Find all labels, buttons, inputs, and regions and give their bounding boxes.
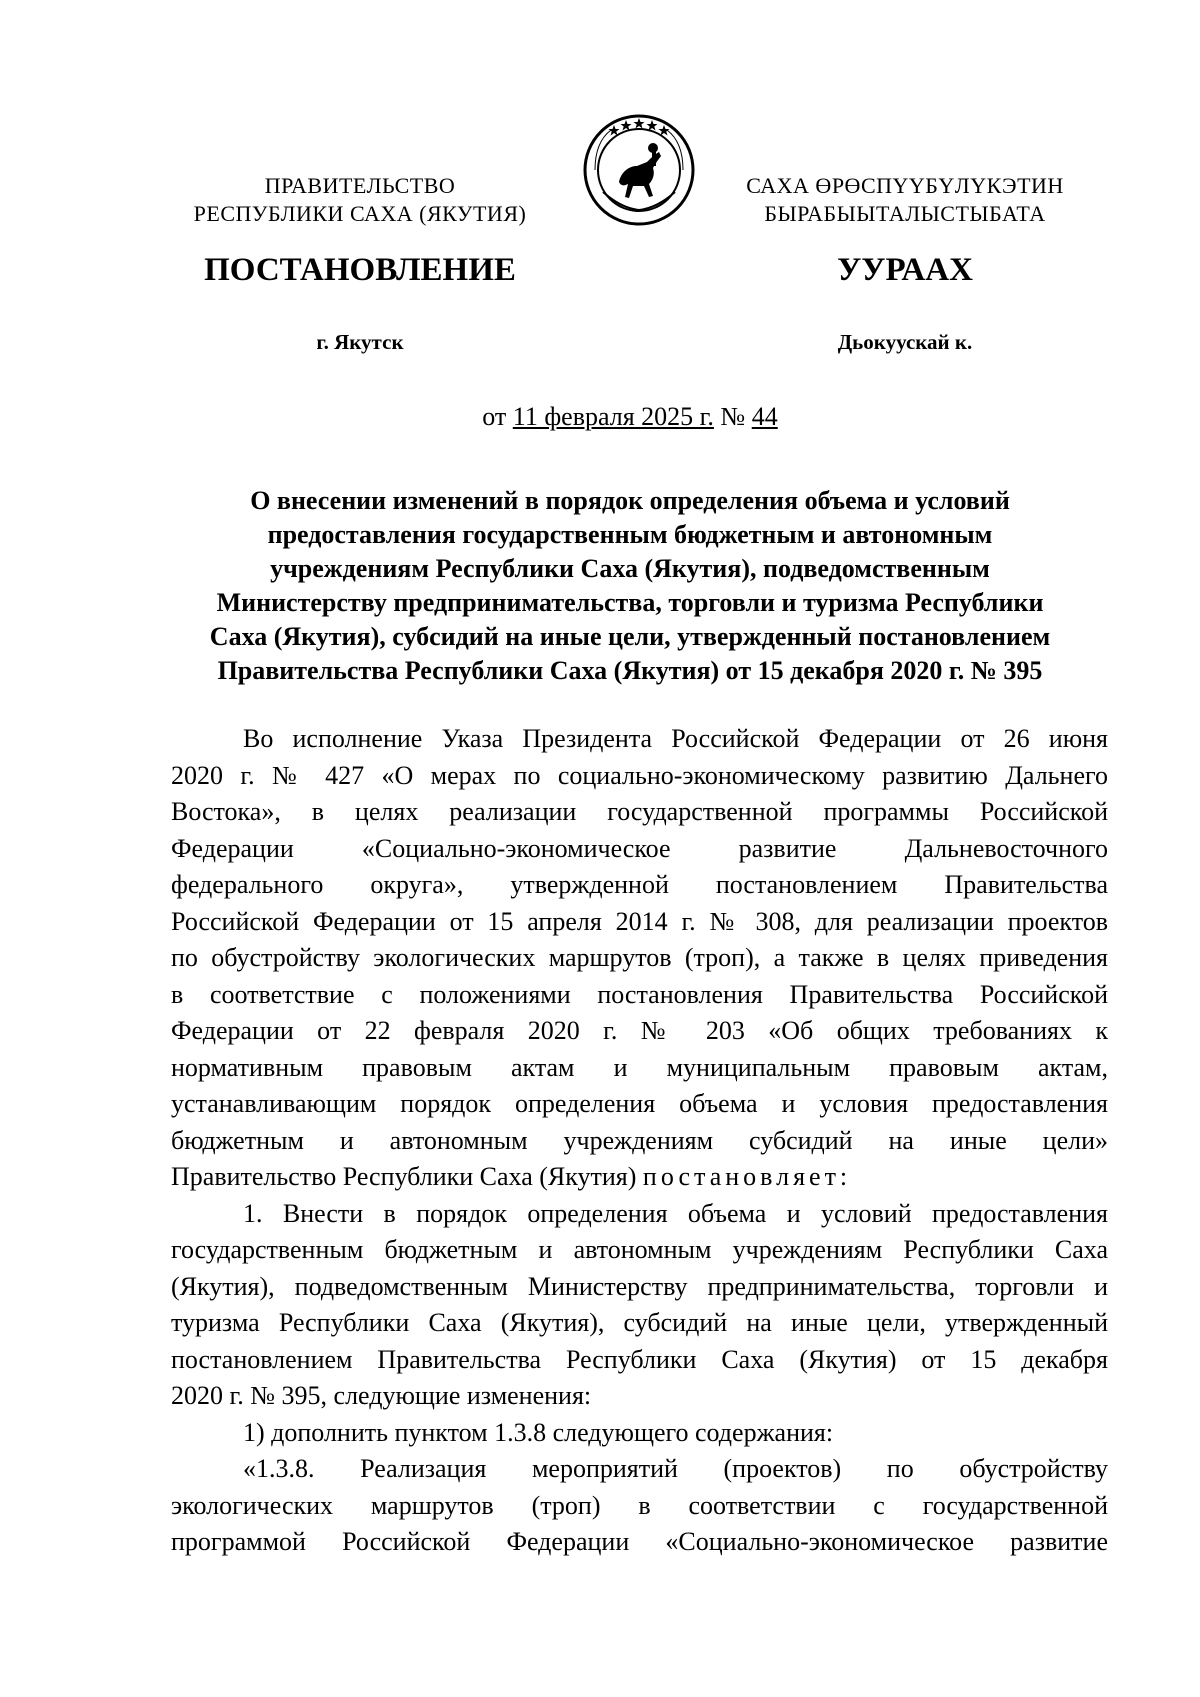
body-line: федерального округа», утвержденной постановлением Правительства	[171, 870, 1108, 899]
body-line: Востока», в целях реализации государственной программы Российской	[171, 797, 1108, 826]
title-line: предоставления государственным бюджетным и автономным	[267, 520, 993, 549]
body-line: Федерации «Социально-экономическое развитие Дальневосточного	[171, 833, 1108, 863]
date-line	[300, 402, 960, 432]
document-body	[171, 721, 1108, 1561]
number-sign: №	[720, 402, 746, 431]
quote-line: экологических маршрутов (троп) в соответствии с государственной	[171, 1490, 1108, 1520]
body-line: постановлением Правительства Республики Саха (Якутия) от 15 декабря	[171, 1344, 1108, 1374]
body-line: по обустройству экологических маршрутов (троп), а также в целях приведения	[171, 943, 1108, 972]
body-line: Федерации от 22 февраля 2020 г. № 203 «Об общих требованиях к	[171, 1016, 1108, 1045]
doc-type-sah: УУРААХ	[837, 252, 973, 288]
body-line: 2020 г. № 395, следующие изменения:	[171, 1381, 592, 1410]
document-number: 44	[751, 402, 778, 431]
body-line: бюджетным и автономным учреждениям субсидий на иные цели»	[171, 1125, 1108, 1155]
resolution-line	[171, 1159, 1108, 1196]
quote-line: «1.3.8. Реализация мероприятий (проектов) по обустройству	[243, 1454, 1108, 1483]
title-line: Саха (Якутия), субсидий на иные цели, утвержденный постановлением	[209, 622, 1051, 651]
resolution-prefix: Правительство Республики Саха (Якутия)	[171, 1162, 637, 1191]
body-line: устанавливающим порядок определения объема и условия предоставления	[171, 1089, 1108, 1118]
header-left-line1: ПРАВИТЕЛЬСТВО	[264, 173, 456, 198]
title-line: Министерству предпринимательства, торговли и туризма Республики	[216, 588, 1044, 617]
body-line: Российской Федерации от 15 апреля 2014 г. № 308, для реализации проектов	[171, 906, 1108, 936]
title-line: О внесении изменений в порядок определения объема и условий	[250, 486, 1010, 515]
subitem-line: 1) дополнить пунктом 1.3.8 следующего содержания:	[243, 1417, 834, 1447]
body-line: Во исполнение Указа Президента Российской Федерации от 26 июня	[243, 724, 1108, 753]
city-sah: Дьокуускай к.	[837, 330, 973, 354]
coat-of-arms-icon	[581, 112, 697, 228]
body-line: государственным бюджетным и автономным учреждениям Республики Саха	[171, 1235, 1108, 1264]
title-line: учреждениям Республики Саха (Якутия), подведомственным	[270, 554, 990, 583]
body-line: туризма Республики Саха (Якутия), субсидий на иные цели, утвержденный	[171, 1308, 1108, 1337]
body-line: (Якутия), подведомственным Министерству предпринимательства, торговли и	[171, 1271, 1108, 1301]
header-right-line2: БЫРАБЫЫТАЛЫСТЫБАТА	[764, 201, 1046, 226]
document-title	[160, 484, 1100, 688]
doc-type-ru: ПОСТАНОВЛЕНИЕ	[204, 252, 516, 288]
body-line: в соответствие с положениями постановления Правительства Российской	[171, 979, 1108, 1009]
title-line: Правительства Республики Саха (Якутия) от 15 декабря 2020 г. № 395	[217, 656, 1043, 685]
body-line: нормативным правовым актам и муниципальным правовым актам,	[171, 1052, 1108, 1082]
body-line: 2020 г. № 427 «О мерах по социально-экономическому развитию Дальнего	[171, 760, 1108, 790]
date-prefix: от	[482, 402, 507, 431]
header-right-line1: САХА ӨРӨСПҮҮБҮЛҮКЭТИН	[746, 173, 1064, 198]
body-line: 1. Внести в порядок определения объема и условий предоставления	[243, 1198, 1108, 1228]
quote-line: программой Российской Федерации «Социально-экономическое развитие	[171, 1527, 1108, 1556]
document-date: 11 февраля 2025 г.	[512, 402, 714, 431]
city-ru: г. Якутск	[316, 330, 404, 354]
resolution-word: постановляет:	[642, 1162, 852, 1191]
header-left-line2: РЕСПУБЛИКИ САХА (ЯКУТИЯ)	[193, 201, 527, 226]
